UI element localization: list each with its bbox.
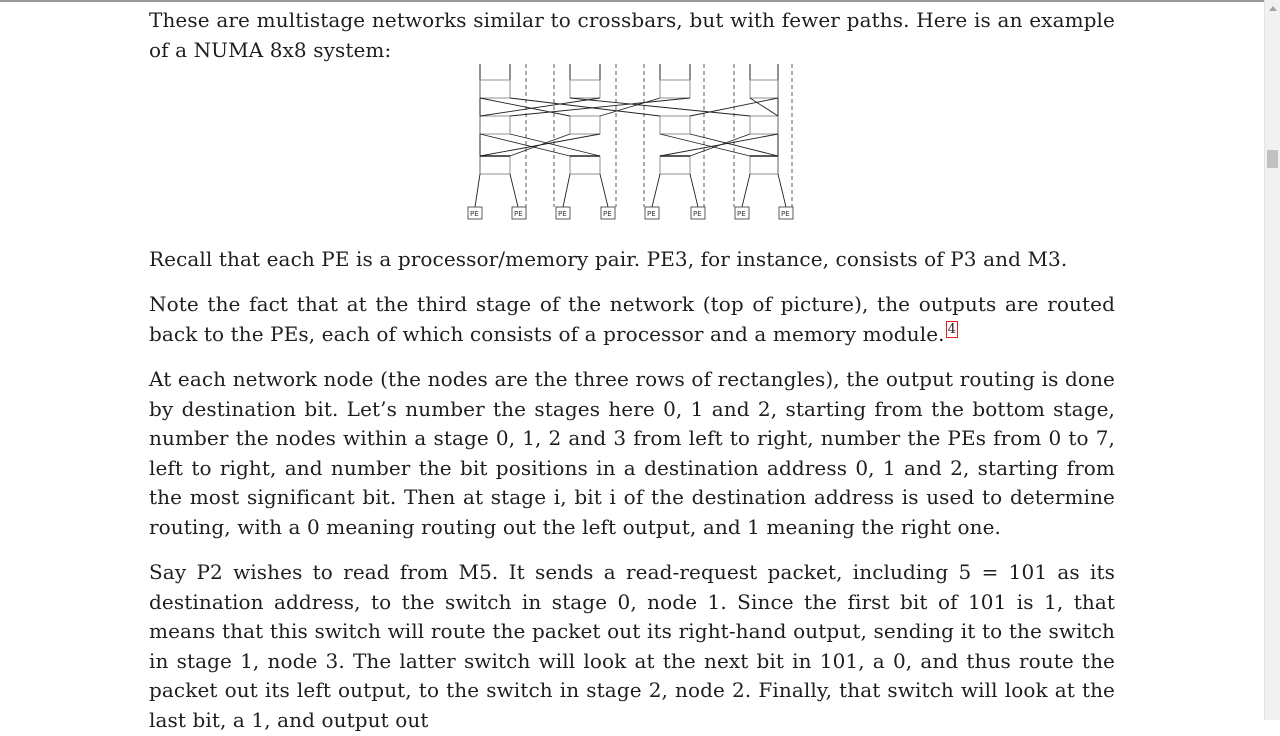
omega-network-figure bbox=[466, 62, 800, 224]
pe-label: PE bbox=[558, 210, 567, 218]
pe-label: PE bbox=[470, 210, 479, 218]
scroll-thumb[interactable] bbox=[1267, 150, 1278, 168]
intro-paragraph: These are multistage networks similar to crossbars, but with fewer paths. Here is an example of a NUMA 8x8 system: bbox=[149, 8, 1115, 62]
routing-paragraph: At each network node (the nodes are the three rows of rectangles), the output routing is done by destination bit. Let’s number the stages here 0, 1 and 2, starting from the bottom stage, number the nodes within a stage 0, 1, 2 and 3 from left to right, number the PEs from 0 to 7, left to right, and number the bit positions in a destination address 0, 1 and 2, starting from the most significant bit. Then at stage i, bit i of the destination address is used to determine routing, with a 0 meaning routing out the left output, and 1 meaning the right one. bbox=[149, 367, 1115, 539]
note-text: Note the fact that at the third stage of the network (top of picture), the outputs are routed back to the PEs, each of which consists of a processor and a memory module. bbox=[149, 292, 1115, 346]
footnote-link[interactable]: 4 bbox=[947, 321, 956, 337]
note-paragraph bbox=[149, 290, 1115, 349]
recall-paragraph: Recall that each PE is a processor/memory pair. PE3, for instance, consists of P3 and M3. bbox=[149, 247, 1068, 271]
scroll-up-icon[interactable] bbox=[1269, 6, 1277, 11]
pe-label: PE bbox=[737, 210, 746, 218]
pe-label: PE bbox=[514, 210, 523, 218]
vertical-scrollbar[interactable] bbox=[1264, 0, 1280, 720]
pe-label: PE bbox=[693, 210, 702, 218]
crossover-links bbox=[480, 98, 778, 156]
pe-label: PE bbox=[603, 210, 612, 218]
pe-label: PE bbox=[647, 210, 656, 218]
pe-label: PE bbox=[781, 210, 790, 218]
network-rails bbox=[480, 64, 778, 174]
switch-stages bbox=[480, 80, 778, 174]
example-paragraph: Say P2 wishes to read from M5. It sends a read-request packet, including 5 = 101 as its destination address, to the switch in stage 0, node 1. Since the first bit of 101 is 1, that means that this switch will route the packet out its right-hand output, sending it to the switch in stage 1, node 3. The latter switch will look at the next bit in 101, a 0, and thus route the packet out its left output, to the switch in stage 2, node 2. Finally, that switch will look at the last bit, a 1, and output out bbox=[149, 560, 1115, 732]
pe-links bbox=[475, 174, 786, 207]
